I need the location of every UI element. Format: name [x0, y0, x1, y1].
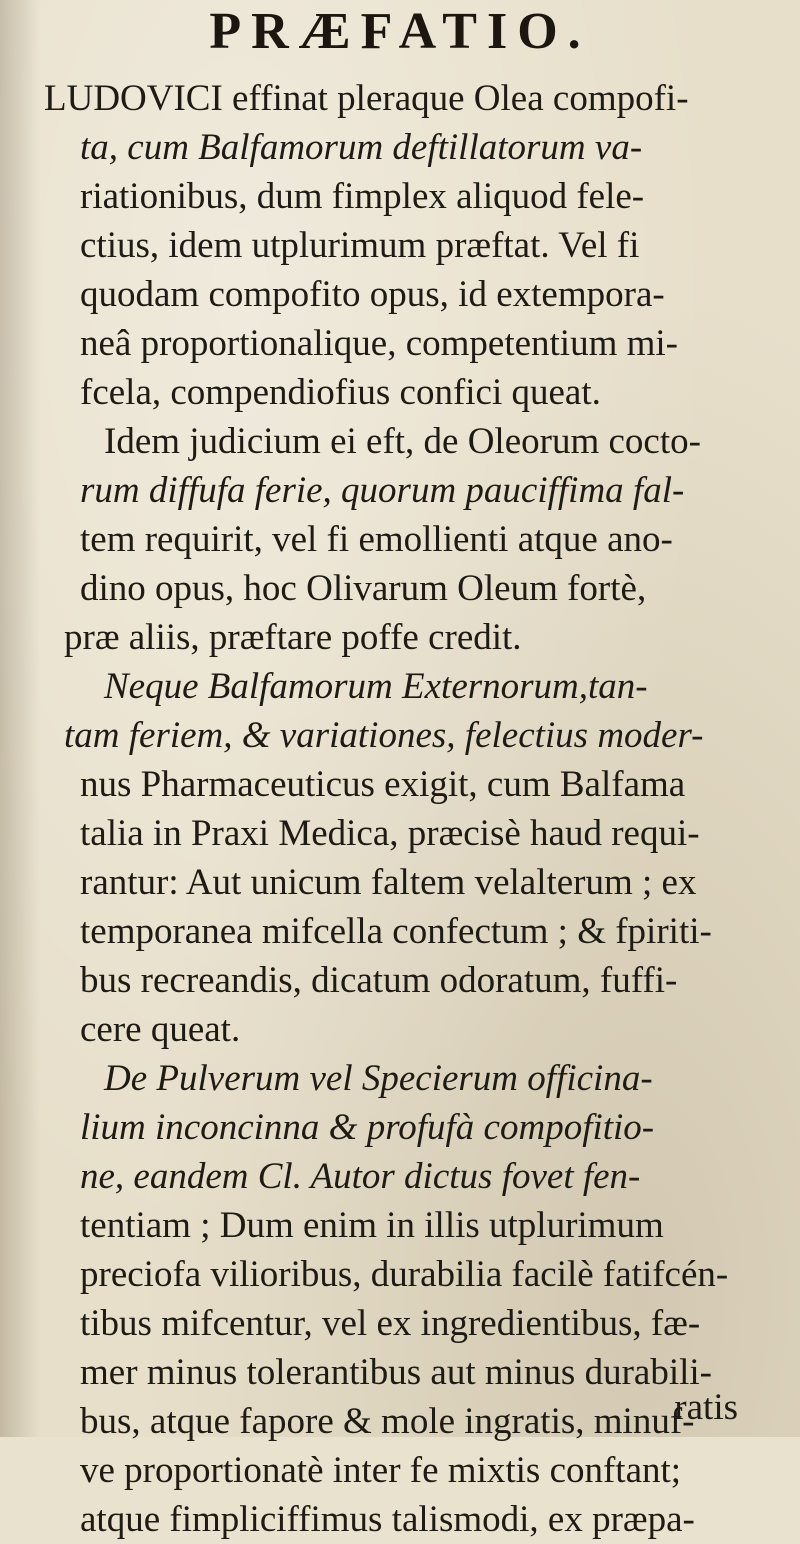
text-line: bus, atque fapore & mole ingratis, minuf- [80, 1401, 695, 1442]
catchword: ratis [674, 1387, 738, 1428]
text-line: ctius, idem utplurimum præftat. Vel fi [80, 225, 640, 266]
text-line: rum diffufa ferie, quorum pauciffima fal- [80, 470, 685, 511]
text-line: præ aliis, præftare poffe credit. [64, 617, 522, 658]
text-line: tem requirit, vel fi emollienti atque ano- [80, 519, 673, 560]
body-text [44, 74, 764, 1544]
text-line: atque fimpliciffimus talismodi, ex præpa- [80, 1499, 695, 1540]
text-line: ve proportionatè inter fe mixtis conftant; [80, 1450, 682, 1491]
text-line: lium inconcinna & profufà compofitio- [80, 1107, 655, 1148]
text-line: bus recreandis, dicatum odoratum, fuffi- [80, 960, 678, 1001]
text-line: dino opus, hoc Olivarum Oleum fortè, [80, 568, 647, 609]
text-line: Neque Balfamorum Externorum,tan- [104, 666, 648, 707]
text-line: ta, cum Balfamorum deftillatorum va- [80, 127, 643, 168]
text-line: tam feriem, & variationes, felectius moder- [64, 715, 704, 756]
text-line: riationibus, dum fimplex aliquod fele- [80, 176, 645, 217]
text-line: quodam compofito opus, id extempora- [80, 274, 665, 315]
text-line: temporanea mifcella confectum ; & fpiriti- [80, 911, 712, 952]
text-line: Idem judicium ei eft, de Oleorum cocto- [104, 421, 701, 462]
text-line: neâ proportionalique, competentium mi- [80, 323, 678, 364]
text-line: tentiam ; Dum enim in illis utplurimum [80, 1205, 664, 1246]
text-line: preciofa vilioribus, durabilia facilè fatifcén- [80, 1254, 729, 1295]
text-line: ne, eandem Cl. Autor dictus fovet fen- [80, 1156, 641, 1197]
text-line: cere queat. [80, 1009, 241, 1050]
page-edge-shadow [0, 0, 40, 1437]
page-title: PRÆFATIO. [209, 3, 591, 60]
text-line: tibus mifcentur, vel ex ingredientibus, fæ- [80, 1303, 701, 1344]
text-line: fcela, compendiofius confici queat. [80, 372, 601, 413]
text-line: talia in Praxi Medica, præcisè haud requi- [80, 813, 700, 854]
text-line: mer minus tolerantibus aut minus durabili- [80, 1352, 712, 1393]
text-line: nus Pharmaceuticus exigit, cum Balfama [80, 764, 686, 805]
text-line: rantur: Aut unicum faltem velalterum ; ex [80, 862, 697, 903]
text-line: De Pulverum vel Specierum officina- [104, 1058, 653, 1099]
text-line: LUDOVICI effinat pleraque Olea compofi- [44, 78, 689, 119]
